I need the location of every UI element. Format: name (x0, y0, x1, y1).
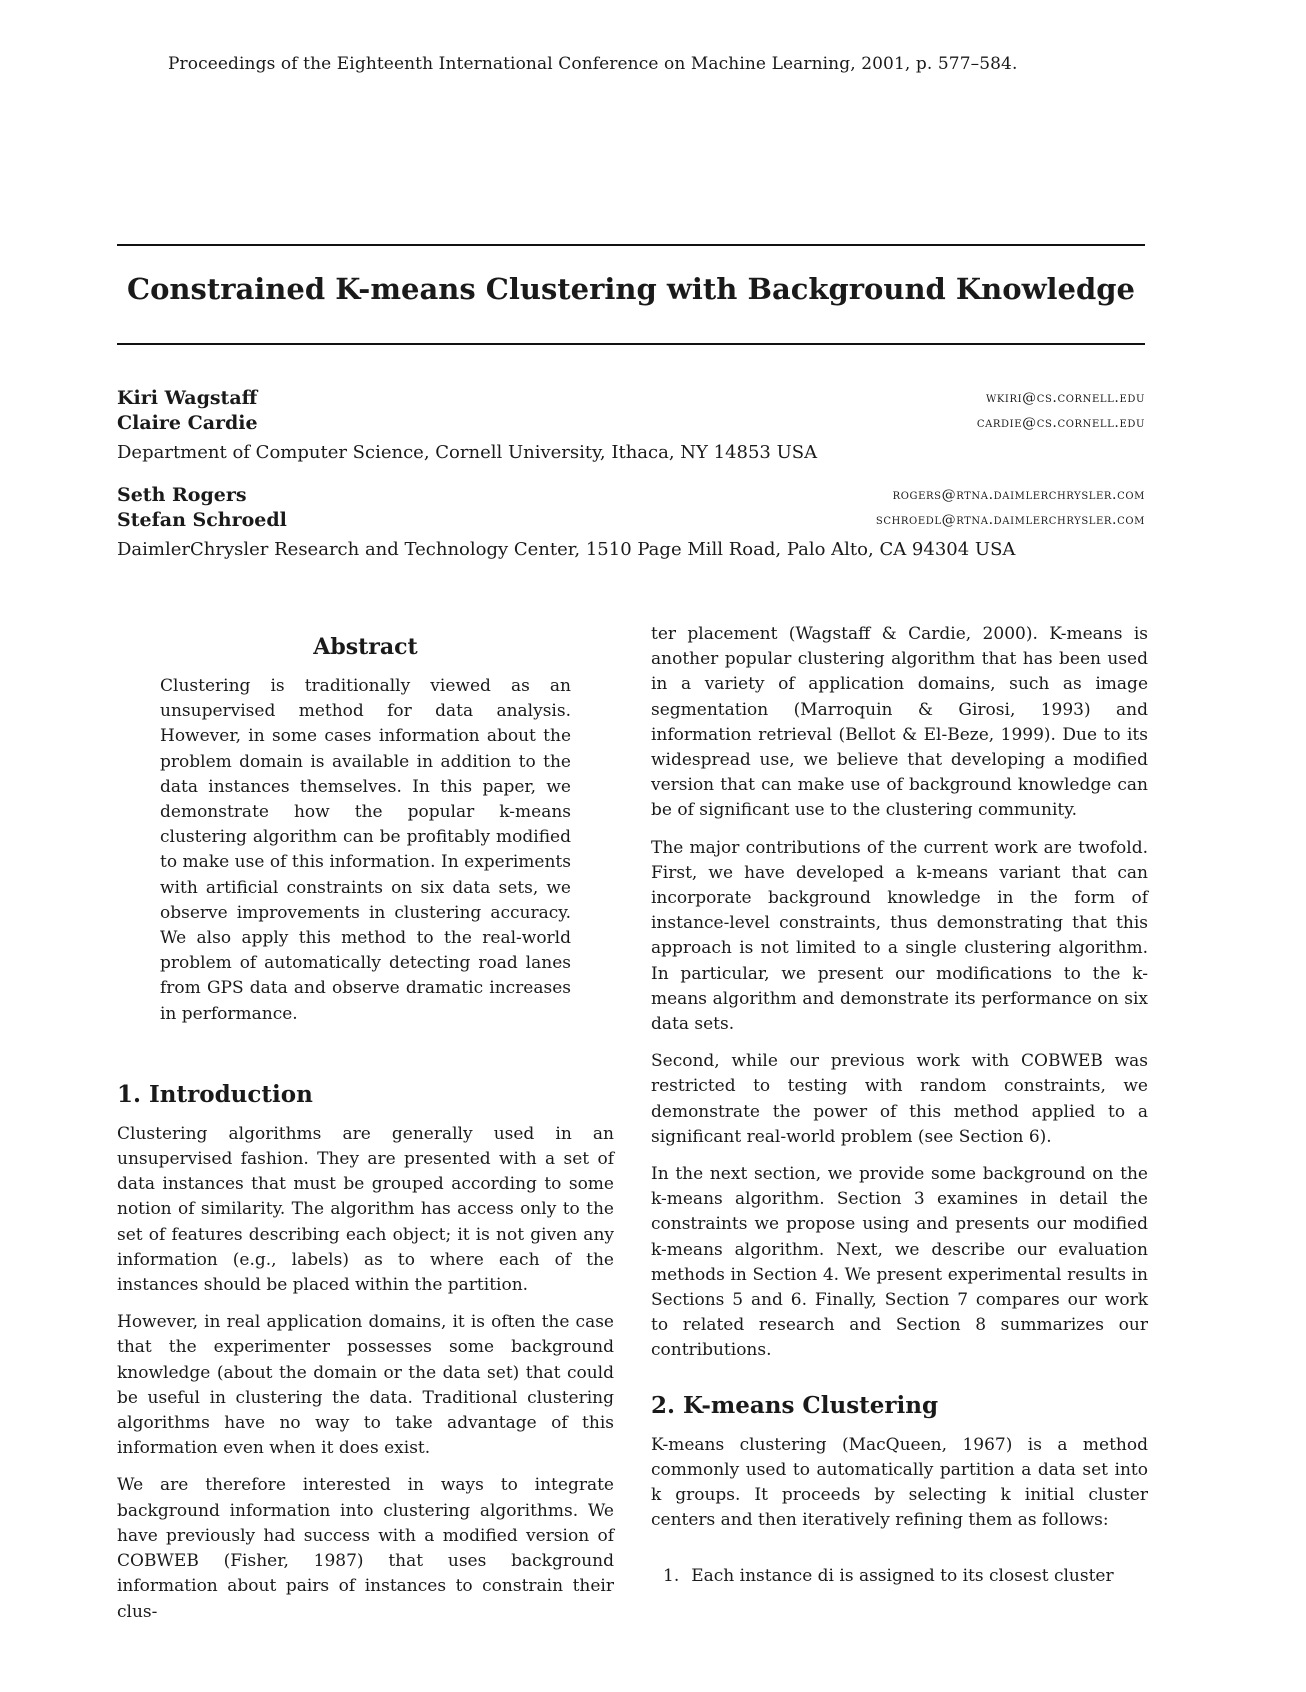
proceedings-header: Proceedings of the Eighteenth International Conference on Machine Learning, 2001, p. 577–584. (168, 54, 1018, 74)
body-paragraph: Second, while our previous work with COBWEB was restricted to testing with random constraints, we demonstrate the power of this method applied to a significant real-world problem (see Section 6). (651, 1051, 1148, 1147)
intro-paragraph: Clustering algorithms are generally used in an unsupervised fashion. They are presented with a set of data instances that must be grouped according to some notion of similarity. The algorithm has access only to the set of features describing each object; it is not given any information (e.g., labels) as to where each of the instances should be placed within the partition. (117, 1123, 614, 1296)
body-paragraph: The major contributions of the current work are twofold. First, we have developed a k-means variant that can incorporate background knowledge in the form of instance-level constraints, thus demonstrating that this approach is not limited to a single clustering algorithm. In particular, we present our modifications to the k-means algorithm and demonstrate its performance on six data sets. (651, 837, 1148, 1035)
section-heading-kmeans: 2. K-means Clustering (651, 1391, 939, 1419)
author-name: Claire Cardie (117, 412, 258, 434)
author-email: wkiri@cs.cornell.edu (985, 390, 1145, 406)
list-item (651, 1564, 1148, 1589)
title-rule-bottom (117, 343, 1145, 345)
body-paragraph: ter placement (Wagstaff & Cardie, 2000). K-means is another popular clustering algorithm that has been used in a variety of application domains, such as image segmentation (Marroquin & Girosi, 1993) and information retrieval (Bellot & El-Beze, 1999). Due to its widespread use, we believe that developing a modified version that can make use of background knowledge can be of significant use to the clustering community. (651, 624, 1148, 821)
body-paragraph: In the next section, we provide some background on the k-means algorithm. Section 3 examines in detail the constraints we propose using and presents our modified k-means algorithm. Next, we describe our evaluation methods in Section 4. We present experimental results in Sections 5 and 6. Finally, Section 7 compares our work to related research and Section 8 summarizes our contributions. (651, 1164, 1148, 1361)
paper-title: Constrained K-means Clustering with Background Knowledge (126, 272, 1136, 306)
author-email: rogers@rtna.daimlerchrysler.com (892, 487, 1145, 503)
author-row (117, 484, 1145, 508)
intro-paragraph: However, in real application domains, it is often the case that the experimenter possesses some background knowledge (about the domain or the data set) that could be useful in clustering the data. Traditional clustering algorithms have no way to take advantage of this information even when it does exist. (117, 1312, 614, 1459)
right-column (651, 622, 1148, 1589)
affiliation-daimlerchrysler: DaimlerChrysler Research and Technology Center, 1510 Page Mill Road, Palo Alto, CA 94304 USA (117, 539, 1016, 560)
abstract-text: Clustering is traditionally viewed as an unsupervised method for data analysis. However, in some cases information about the problem domain is available in addition to the data instances themselves. In this paper, we demonstrate how the popular k-means clustering algorithm can be profitably modified to make use of this information. In experiments with artificial constraints on six data sets, we observe improvements in clustering accuracy. We also apply this method to the real-world problem of automatically detecting road lanes from GPS data and observe dramatic increases in performance. (160, 676, 571, 1024)
author-row (117, 387, 1145, 411)
author-name: Kiri Wagstaff (117, 387, 258, 409)
author-name: Seth Rogers (117, 484, 247, 506)
intro-paragraph: We are therefore interested in ways to integrate background information into clustering algorithms. We have previously had success with a modified version of COBWEB (Fisher, 1987) that uses background information about pairs of instances to constrain their clus- (117, 1475, 614, 1622)
left-column (117, 628, 614, 1625)
author-email: schroedl@rtna.daimlerchrysler.com (875, 512, 1145, 528)
author-name: Stefan Schroedl (117, 509, 287, 531)
title-rule-top (117, 244, 1145, 246)
author-email: cardie@cs.cornell.edu (976, 415, 1145, 431)
section-heading-introduction: 1. Introduction (117, 1080, 313, 1108)
kmeans-paragraph: K-means clustering (MacQueen, 1967) is a method commonly used to automatically partition a data set into k groups. It proceeds by selecting k initial cluster centers and then iteratively refining them as follows: (651, 1434, 1148, 1531)
affiliation-cornell: Department of Computer Science, Cornell University, Ithaca, NY 14853 USA (117, 442, 818, 463)
author-row (117, 509, 1145, 533)
abstract-heading: Abstract (313, 634, 418, 660)
list-text: Each instance di is assigned to its closest cluster (691, 1565, 1114, 1586)
author-row (117, 412, 1145, 436)
list-number: 1. (663, 1565, 680, 1586)
